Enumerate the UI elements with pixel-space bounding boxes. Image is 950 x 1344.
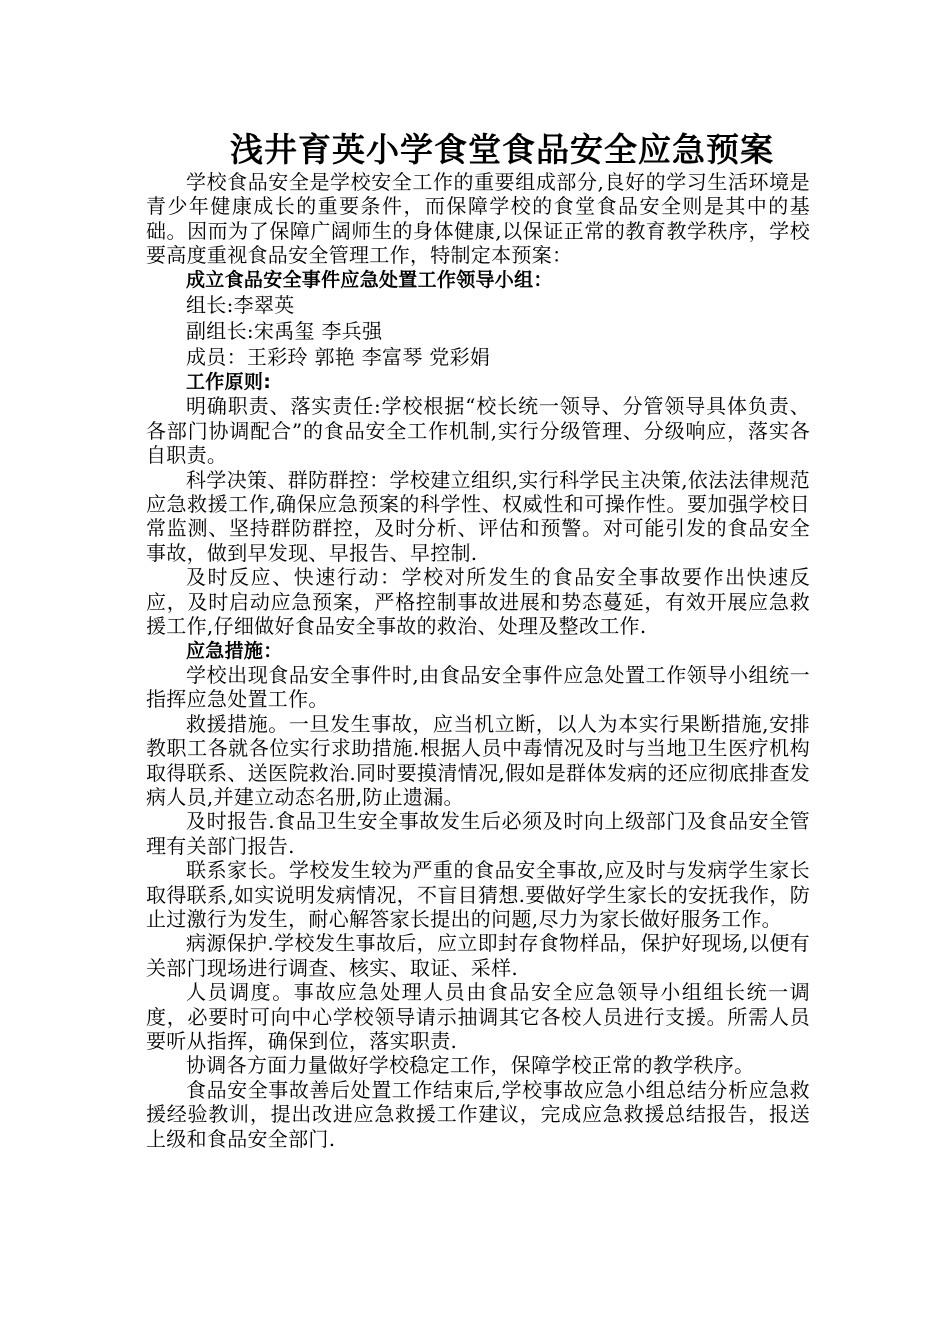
section-heading-measures: 应急措施： — [186, 639, 283, 662]
section-heading-leadership: 成立食品安全事件应急处置工作领导小组： — [186, 268, 553, 291]
intro-paragraph: 学校食品安全是学校安全工作的重要组成部分,良好的学习生活环境是青少年健康成长的重要条件，而保障学校的食堂食品安全则是其中的基础。因而为了保障广阔师生的身体健康,以保证正常的教育教学秩序，学校要高度重视食品安全管理工作，特制定本预案： — [146, 170, 810, 268]
section-heading-principles: 工作原则: — [186, 371, 272, 394]
team-leader-line: 组长:李翠英 — [186, 293, 295, 318]
measure-paragraph: 食品安全事故善后处置工作结束后,学校事故应急小组总结分析应急救援经验教训，提出改进应急救援工作建议，完成应急救援总结报告，报送上级和食品安全部门. — [146, 1077, 810, 1151]
document-title: 浅井育英小学食堂食品安全应急预案 — [230, 130, 774, 169]
principle-paragraph: 科学决策、群防群控：学校建立组织,实行科学民主决策,依法法律规范应急救援工作,确保应急预案的科学性、权威性和可操作性。要加强学校日常监测、坚持群防群控，及时分析、评估和预警。对可能引发的食品安全事故，做到早发现、早报告、早控制. — [146, 467, 810, 565]
deputy-leader-line: 副组长:宋禹玺 李兵强 — [186, 319, 383, 344]
principle-paragraph: 及时反应、快速行动：学校对所发生的食品安全事故要作出快速反应，及时启动应急预案，严格控制事故进展和势态蔓延，有效开展应急救援工作,仔细做好食品安全事故的救治、处理及整改工作. — [146, 565, 810, 639]
document-body — [146, 170, 810, 1151]
measure-paragraph: 人员调度。事故应急处理人员由食品安全应急领导小组组长统一调度，必要时可向中心学校领导请示抽调其它各校人员进行支援。所需人员要听从指挥，确保到位，落实职责. — [146, 980, 810, 1053]
measure-paragraph: 病源保护.学校发生事故后，应立即封存食物样品，保护好现场,以便有关部门现场进行调查、核实、取证、采样. — [146, 931, 810, 980]
measure-paragraph: 协调各方面力量做好学校稳定工作，保障学校正常的教学秩序。 — [186, 1053, 755, 1078]
measure-paragraph: 学校出现食品安全事件时,由食品安全事件应急处置工作领导小组统一指挥应急处置工作。 — [146, 662, 810, 712]
measure-paragraph: 联系家长。学校发生较为严重的食品安全事故,应及时与发病学生家长取得联系,如实说明发病情况，不盲目猜想.要做好学生家长的安抚我作，防止过激行为发生，耐心解答家长提出的问题,尽力为家长做好服务工作。 — [146, 858, 810, 931]
members-line: 成员：王彩玲 郭艳 李富琴 党彩娟 — [186, 345, 491, 370]
measure-paragraph: 救援措施。一旦发生事故，应当机立断，以人为本实行果断措施,安排教职工各就各位实行求助措施.根据人员中毒情况及时与当地卫生医疗机构取得联系、送医院救治.同时要摸清情况,假如是群体发病的还应彻底排查发病人员,并建立动态名册,防止遗漏。 — [146, 711, 810, 809]
principle-paragraph: 明确职责、落实责任:学校根据“校长统一领导、分管领导具体负责、各部门协调配合”的食品安全工作机制,实行分级管理、分级响应，落实各自职责。 — [146, 394, 810, 468]
measure-paragraph: 及时报告.食品卫生安全事故发生后必须及时向上级部门及食品安全管理有关部门报告. — [146, 809, 810, 858]
